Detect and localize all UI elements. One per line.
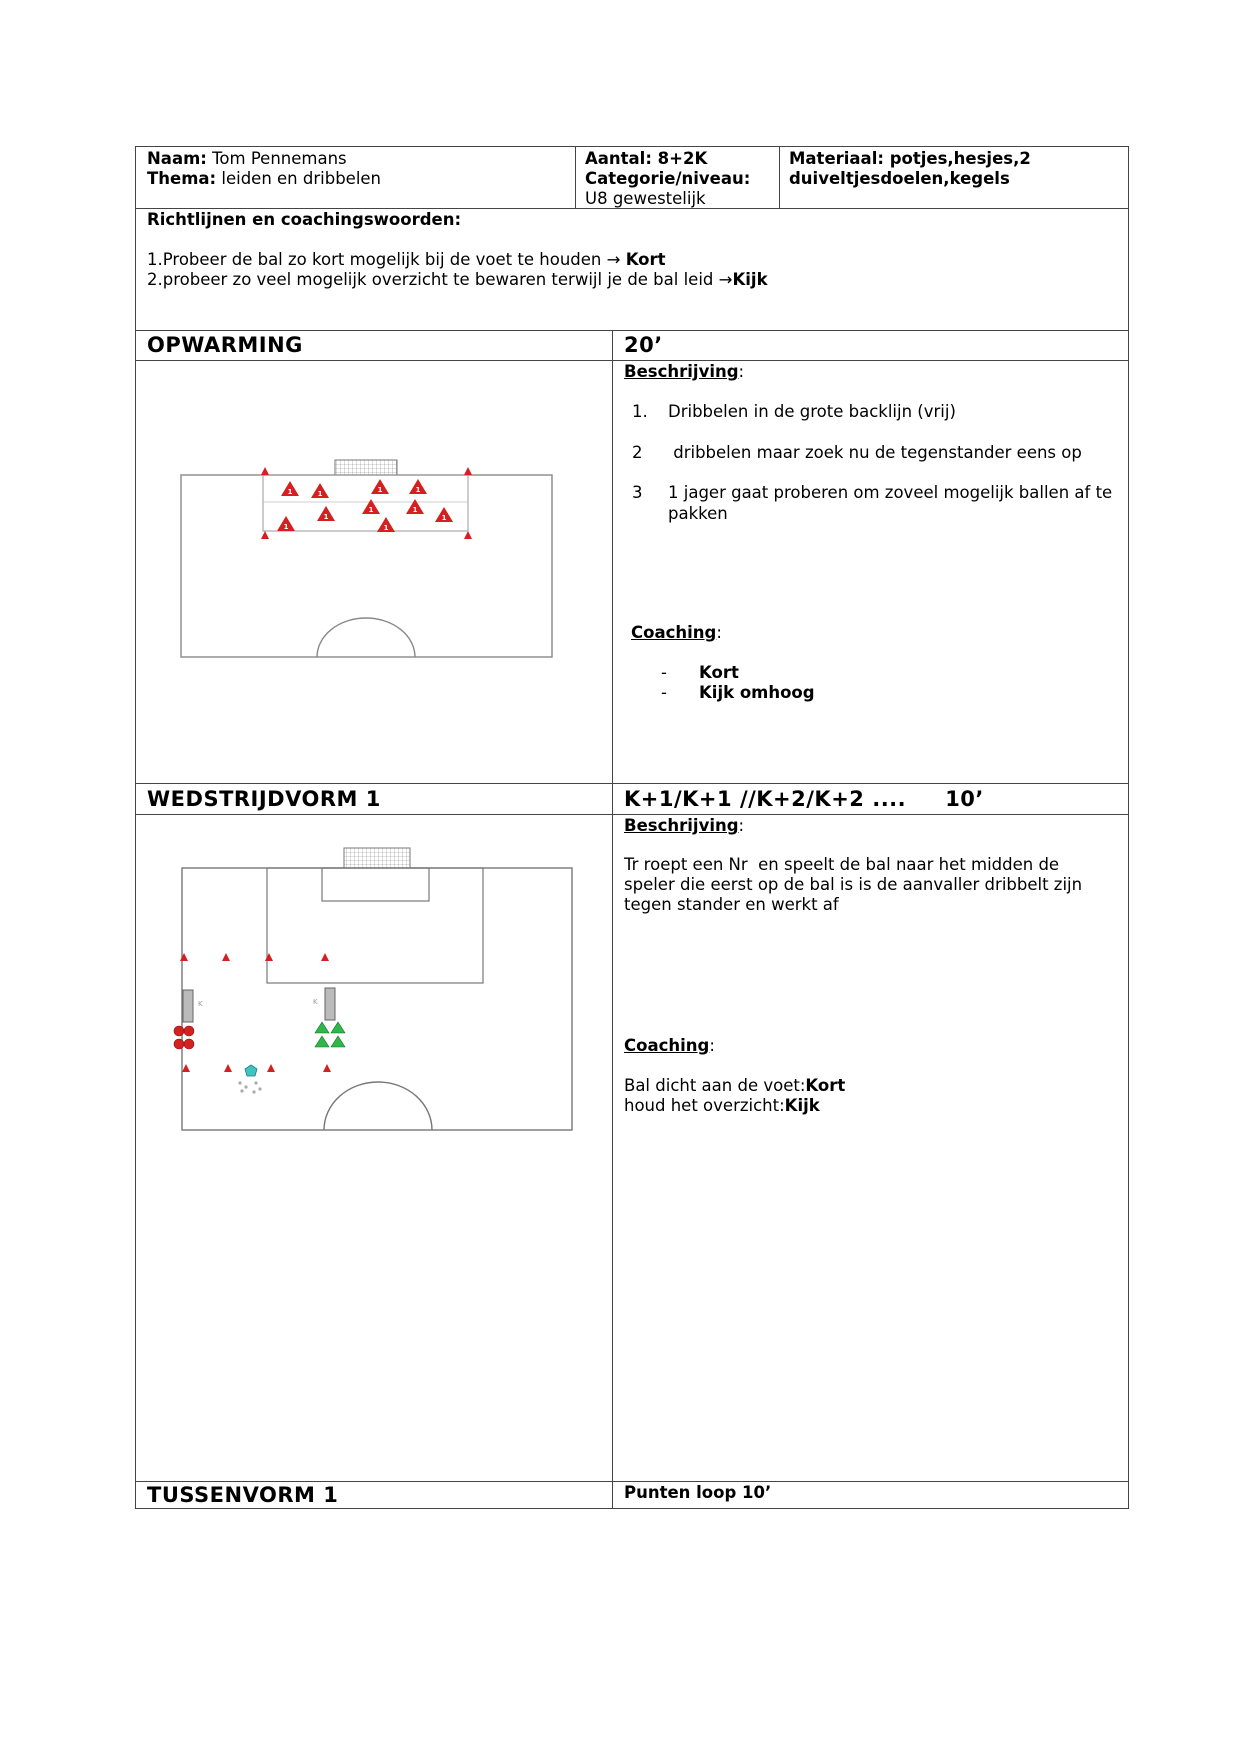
tussenvorm-subtitle: Punten loop 10’ [624,1483,772,1502]
coaching-line-1-keyword: Kort [805,1076,846,1095]
player-icon [409,479,427,494]
tussenvorm-title: TUSSENVORM 1 [147,1483,339,1507]
player-icons-red [174,1026,194,1049]
richtlijn-1-text: 1.Probeer de bal zo kort mogelijk bij de voet te houden [147,250,607,269]
coaching-line-2-text: houd het overzicht: [624,1096,785,1115]
opwarming-coaching-item-2: Kijk omhoog [699,683,815,702]
materiaal-line2: duiveltjesdoelen,kegels [789,169,1010,188]
svg-text:1: 1 [317,490,323,498]
coaching-line-2-keyword: Kijk [784,1096,820,1115]
richtlijn-2-text: 2.probeer zo veel mogelijk overzicht te bewaren terwijl je de bal leid [147,270,719,289]
aantal: Aantal: 8+2K [585,149,708,168]
trainer-icon [245,1065,257,1076]
categorie-label: Categorie/niveau: [585,169,751,188]
wedstrijdvorm-beschrijving-label: Beschrijving [624,816,739,835]
svg-text:1: 1 [412,506,418,514]
opwarming-step-3-num: 3 [632,483,643,502]
center-arc [317,618,415,657]
ball-icons [238,1081,261,1093]
richtlijnen-title: Richtlijnen en coachingswoorden: [147,210,462,229]
opwarming-duration-cell [612,330,1129,361]
keeper-label: K [313,998,318,1006]
wedstrijdvorm-beschrijving-heading [624,816,744,836]
opwarming-step-3-text-cont: pakken [668,504,728,523]
wedstrijdvorm-desc-line-2: speler die eerst op de bal is is de aanvaller dribbelt zijn [624,875,1083,894]
player-icon [406,499,424,514]
small-goal-icon [325,988,335,1020]
svg-text:1: 1 [287,488,293,496]
keeper-label: K [198,1000,203,1008]
svg-text:1: 1 [441,514,447,522]
wedstrijdvorm-coaching-label: Coaching [624,1036,710,1055]
opwarming-coaching-label: Coaching [631,623,717,642]
opwarming-coaching-dash-2: - [661,683,667,702]
opwarming-coaching-item-1: Kort [699,663,739,682]
categorie-value: U8 gewestelijk [585,189,706,208]
naam-row [147,149,347,169]
materiaal-line1: Materiaal: potjes,hesjes,2 [789,149,1031,168]
richtlijn-1-keyword: Kort [625,250,666,269]
opwarming-beschrijving-heading [624,362,744,382]
thema-label: Thema: [147,169,217,188]
wedstrijdvorm-coaching-line-2 [624,1096,820,1116]
opwarming-beschrijving-label: Beschrijving [624,362,739,381]
goal-area [322,868,429,901]
opwarming-step-2-num: 2 [632,443,643,462]
wedstrijdvorm-coaching-line-1 [624,1076,845,1096]
svg-text:1: 1 [368,506,374,514]
thema-row [147,169,381,189]
player-icons-green [315,1022,345,1047]
coaching-line-1-text: Bal dicht aan de voet: [624,1076,806,1095]
arrow-right-icon: → [718,270,733,289]
colon: : [709,1036,715,1055]
center-arc [324,1082,432,1130]
opwarming-step-2-text: dribbelen maar zoek nu de tegenstander eens op [668,443,1082,462]
player-icon [377,517,395,532]
svg-text:1: 1 [415,486,421,494]
player-icon [281,481,299,496]
wedstrijdvorm-field-diagram [170,840,580,1140]
player-icon [317,506,335,521]
opwarming-step-3-text: 1 jager gaat proberen om zoveel mogelijk ballen af te [668,483,1113,502]
svg-text:1: 1 [377,486,383,494]
svg-text:1: 1 [383,524,389,532]
colon: : [738,362,745,381]
naam-value: Tom Pennemans [212,149,347,168]
opwarming-description-cell [612,360,1129,784]
dribble-zone [263,475,468,531]
opwarming-title: OPWARMING [147,333,303,357]
goal-icon [344,848,410,868]
colon: : [738,816,745,835]
svg-text:1: 1 [323,513,329,521]
svg-text:1: 1 [283,523,289,531]
richtlijn-1 [147,250,666,270]
colon: : [716,623,722,642]
small-goal-icon [183,990,193,1022]
player-icon [277,516,295,531]
richtlijn-2 [147,270,768,290]
penalty-area [267,868,483,983]
opwarming-field-diagram [160,440,560,665]
cone-icon [180,953,331,1072]
opwarming-step-1-num: 1. [632,402,648,421]
opwarming-coaching-heading [631,623,722,643]
thema-value: leiden en dribbelen [221,169,382,188]
wedstrijdvorm-desc-line-3: tegen stander en werkt af [624,895,839,914]
richtlijn-2-keyword: Kijk [732,270,768,289]
player-icon [435,507,453,522]
goal-icon [335,460,397,475]
player-icon [311,483,329,498]
naam-label: Naam: [147,149,207,168]
player-icons [277,479,453,532]
wedstrijdvorm-desc-line-1: Tr roept een Nr en speelt de bal naar het midden de [624,855,1060,874]
wedstrijdvorm-coaching-heading [624,1036,715,1056]
opwarming-coaching-dash-1: - [661,663,667,682]
wedstrijdvorm-format: K+1/K+1 //K+2/K+2 .... 10’ [624,787,984,811]
arrow-right-icon: → [606,250,626,269]
opwarming-duration: 20’ [624,333,663,357]
player-icon [371,479,389,494]
player-icon [362,499,380,514]
wedstrijdvorm-title: WEDSTRIJDVORM 1 [147,787,381,811]
opwarming-step-1-text: Dribbelen in de grote backlijn (vrij) [668,402,956,421]
